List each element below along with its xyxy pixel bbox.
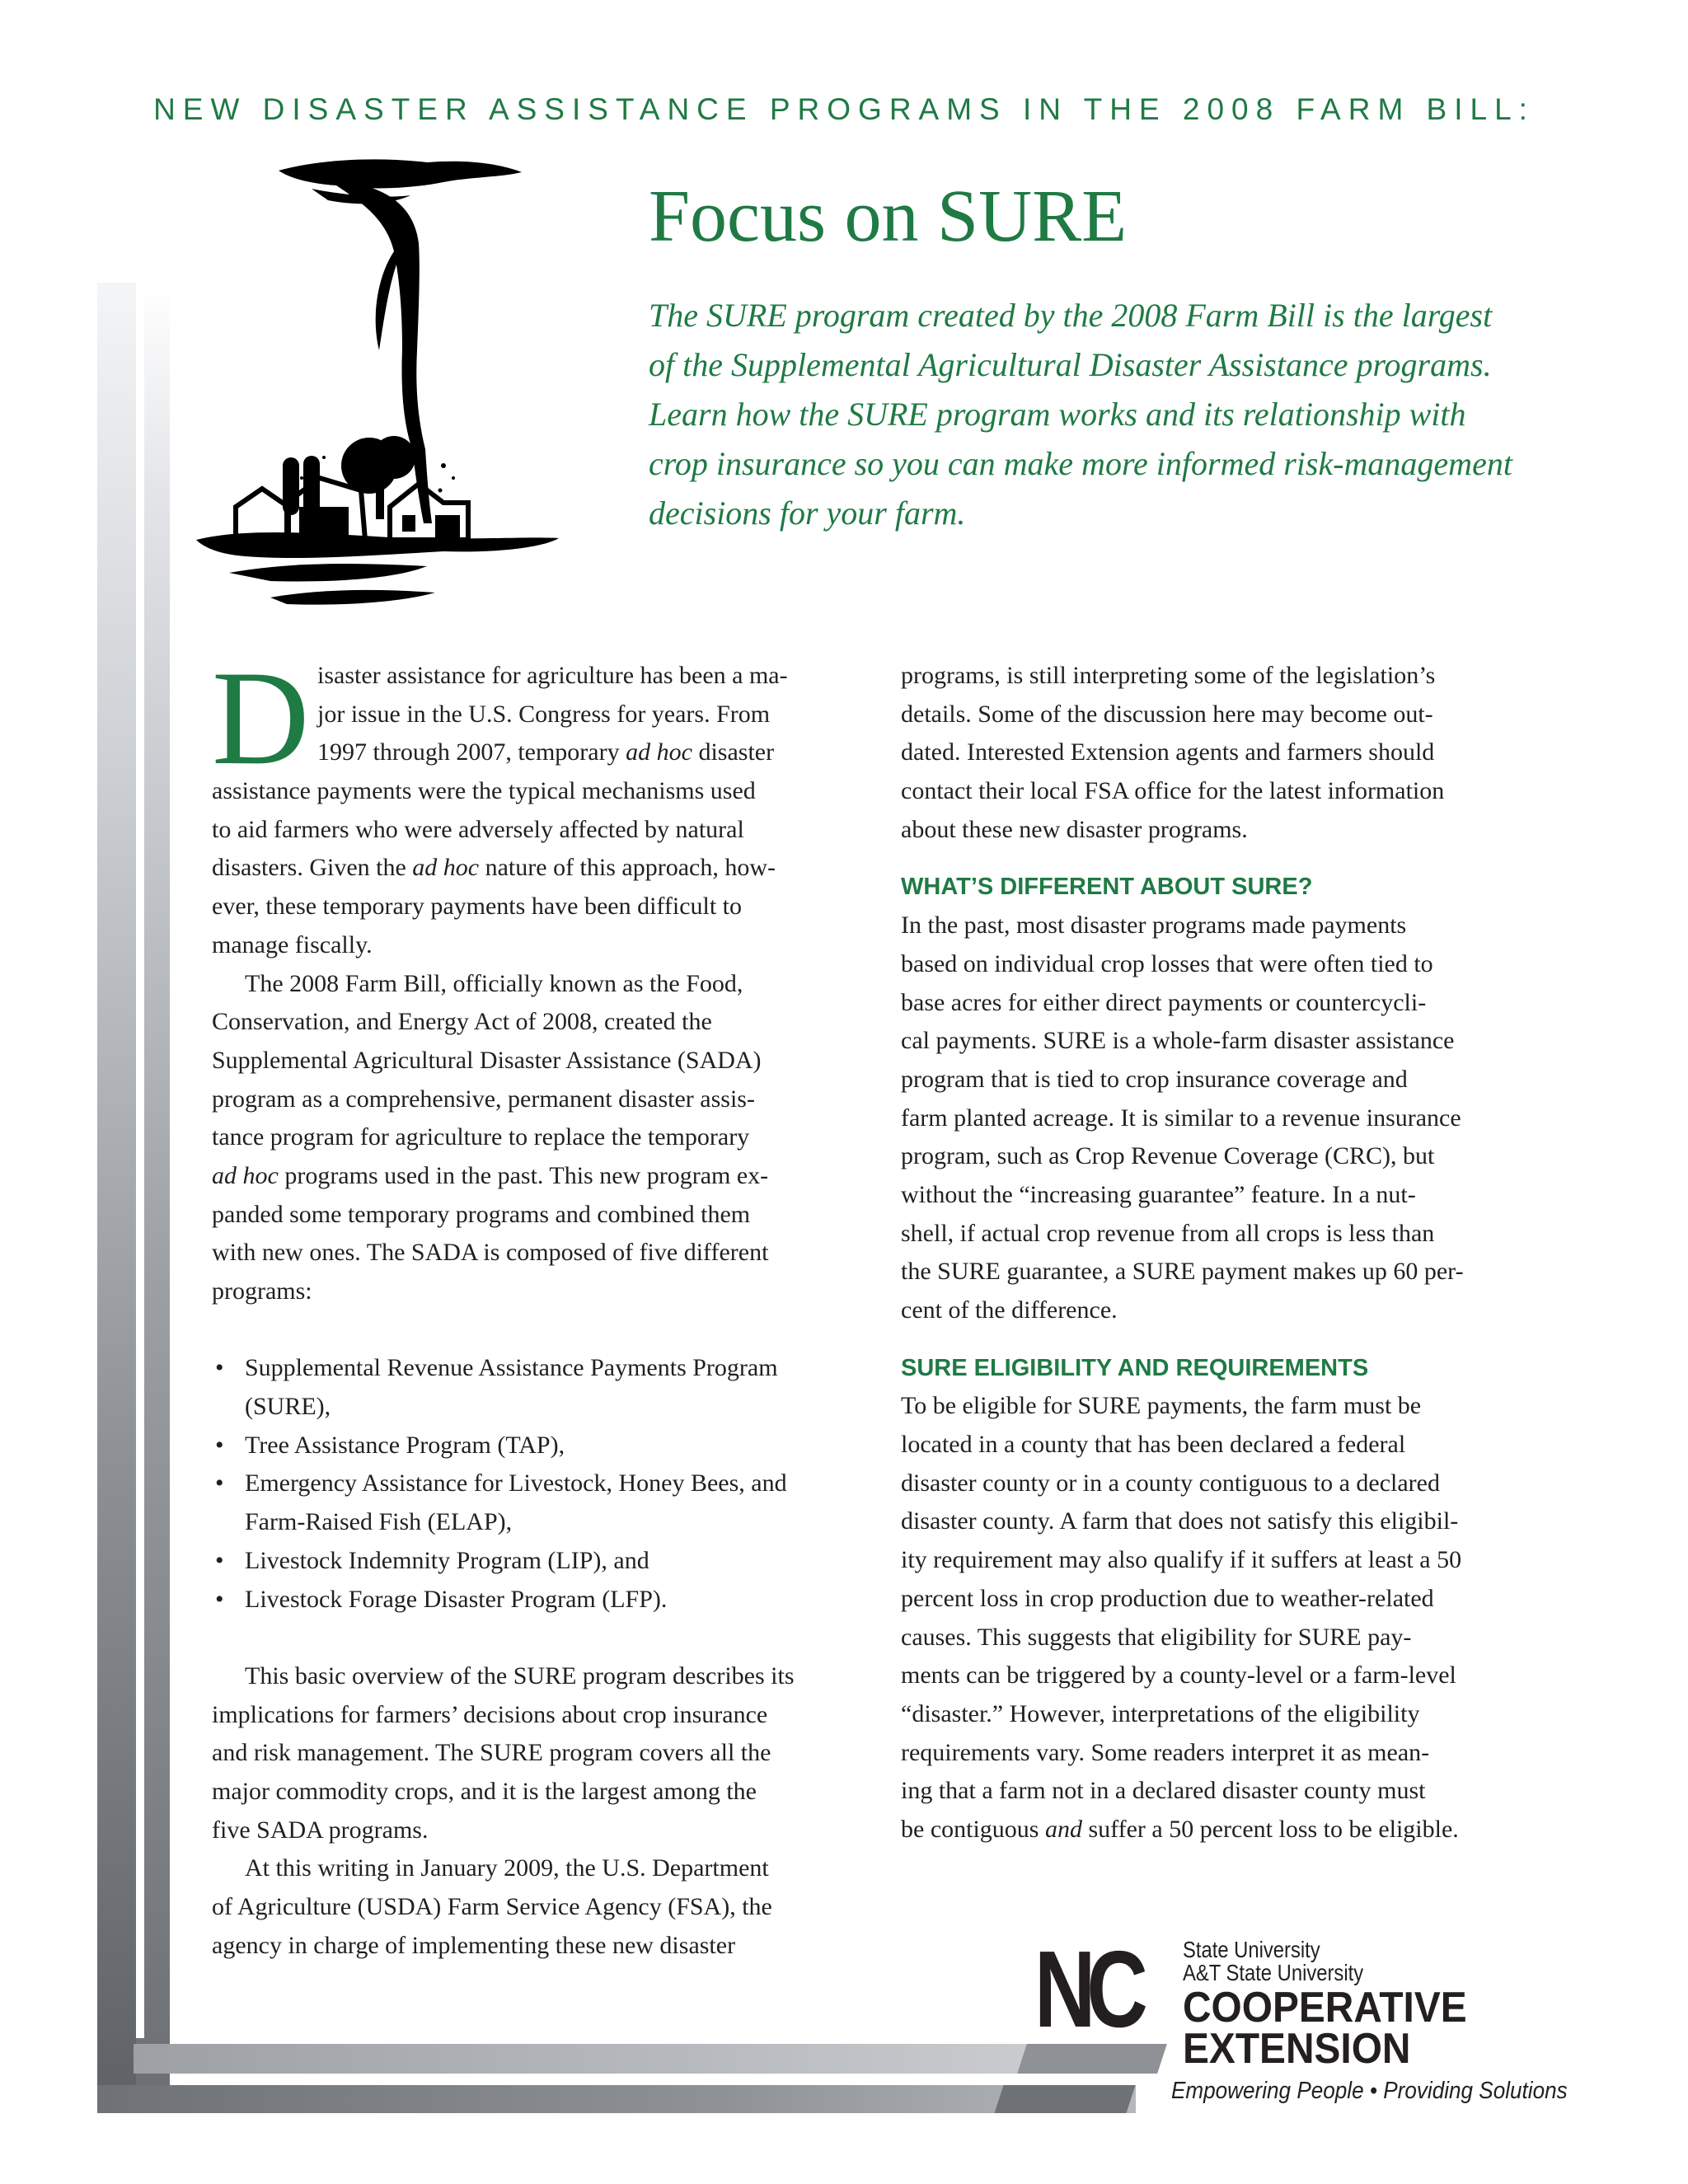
body-line: contact their local FSA office for the latest information xyxy=(901,777,1445,805)
body-line: tance program for agriculture to replace the temporary xyxy=(212,1123,750,1151)
frame-left-gap xyxy=(136,283,144,2038)
body-line: programs: xyxy=(212,1277,312,1305)
body-line: In the past, most disaster programs made payments xyxy=(901,912,1407,940)
bullet-item: • Livestock Forage Disaster Program (LFP). xyxy=(212,1581,871,1619)
body-line: programs, is still interpreting some of the legislation’s xyxy=(901,662,1436,689)
nc-cooperative-extension-logo xyxy=(1034,1929,1578,2108)
body-line: ing that a farm not in a declared disaster county must xyxy=(901,1777,1426,1805)
bullet-continuation: (SURE), xyxy=(245,1393,331,1421)
italic-run: ad hoc xyxy=(212,1161,279,1189)
body-line: base acres for either direct payments or countercycli- xyxy=(901,988,1427,1016)
body-line: ments can be triggered by a county-level or a farm-level xyxy=(901,1661,1456,1690)
body-line: “disaster.” However, interpretations of the eligibility xyxy=(901,1699,1420,1727)
body-line xyxy=(212,849,871,888)
bullet-continuation: Farm-Raised Fish (ELAP), xyxy=(245,1508,513,1536)
tornado-farm-illustration xyxy=(196,152,625,610)
intro-text xyxy=(649,291,1580,538)
intro-line: Learn how the SURE program works and its relationship with xyxy=(649,396,1466,433)
logo-extension: EXTENSION xyxy=(1183,2025,1411,2073)
body-line: jor issue in the U.S. Congress for years. From xyxy=(317,700,771,728)
text-run: suffer a 50 percent loss to be eligible. xyxy=(1081,1815,1459,1843)
intro-line: decisions for your farm. xyxy=(649,494,966,532)
body-column-left xyxy=(212,657,871,1965)
body-line: based on individual crop losses that were often tied to xyxy=(901,949,1433,977)
body-line: Conservation, and Energy Act of 2008, created the xyxy=(212,1008,712,1036)
bullet-item: • Supplemental Revenue Assistance Payments Program xyxy=(212,1349,871,1388)
body-line: This basic overview of the SURE program describes its xyxy=(245,1661,795,1690)
spacer xyxy=(901,849,1577,868)
body-column-right xyxy=(901,657,1577,1849)
body-line: the SURE guarantee, a SURE payment makes up 60 per- xyxy=(901,1258,1464,1286)
body-line: assistance payments were the typical mechanisms used xyxy=(212,777,756,805)
logo-university-line: A&T State University xyxy=(1183,1960,1364,1985)
spacer xyxy=(212,1311,871,1350)
body-line: program that is tied to crop insurance coverage and xyxy=(901,1065,1408,1093)
body-line: about these new disaster programs. xyxy=(901,815,1248,843)
body-line xyxy=(901,1811,1577,1849)
body-line: requirements vary. Some readers interpret it as mean- xyxy=(901,1738,1430,1766)
body-line xyxy=(212,1157,871,1196)
italic-run: and xyxy=(1044,1815,1082,1843)
bullet-item: • Emergency Assistance for Livestock, Honey Bees, and xyxy=(212,1465,871,1503)
body-line: of Agriculture (USDA) Farm Service Agency (FSA), the xyxy=(212,1893,772,1920)
text-run: disasters. Given the xyxy=(212,854,413,882)
body-line xyxy=(212,733,871,772)
text-run: programs used in the past. This new program ex- xyxy=(278,1161,769,1189)
body-line: and risk management. The SURE program covers all the xyxy=(212,1739,771,1767)
body-line: cent of the difference. xyxy=(901,1296,1118,1324)
section-heading: SURE ELIGIBILITY AND REQUIREMENTS xyxy=(901,1354,1369,1381)
body-line: manage fiscally. xyxy=(212,930,373,958)
body-line: cal payments. SURE is a whole-farm disaster assistance xyxy=(901,1027,1455,1055)
body-line: program as a comprehensive, permanent disaster assis- xyxy=(212,1085,755,1113)
text-run: disaster xyxy=(692,738,775,766)
bullet-item: • Tree Assistance Program (TAP), xyxy=(212,1427,871,1465)
body-line: disaster county. A farm that does not satisfy this eligibil- xyxy=(901,1507,1459,1535)
body-line: without the “increasing guarantee” feature. In a nut- xyxy=(901,1180,1416,1208)
body-line: farm planted acreage. It is similar to a revenue insurance xyxy=(901,1104,1461,1132)
body-line: disaster county or in a county contiguous to a declared xyxy=(901,1469,1440,1497)
bullet-item: • Livestock Indemnity Program (LIP), and xyxy=(212,1542,871,1581)
body-line: five SADA programs. xyxy=(212,1816,429,1844)
logo-tagline: Empowering People • Providing Solutions xyxy=(1171,2078,1568,2104)
page-title: Focus on SURE xyxy=(649,176,1128,257)
logo-cooperative: COOPERATIVE xyxy=(1183,1984,1467,2032)
logo-nc-mark: NC xyxy=(1034,1929,1139,2050)
body-line: Supplemental Agricultural Disaster Assistance (SADA) xyxy=(212,1046,762,1074)
body-line: dated. Interested Extension agents and farmers should xyxy=(901,738,1435,766)
body-line: To be eligible for SURE payments, the farm must be xyxy=(901,1392,1422,1420)
drop-cap: D xyxy=(212,644,310,793)
spacer xyxy=(901,1330,1577,1349)
italic-run: ad hoc xyxy=(412,854,480,882)
body-line: program, such as Crop Revenue Coverage (CRC), but xyxy=(901,1142,1435,1170)
body-line: located in a county that has been declared a federal xyxy=(901,1431,1406,1459)
body-line: with new ones. The SADA is composed of five different xyxy=(212,1239,769,1267)
logo-university-line: State University xyxy=(1183,1937,1320,1962)
text-run: nature of this approach, how- xyxy=(479,854,776,882)
body-line: ity requirement may also qualify if it suffers at least a 50 xyxy=(901,1546,1462,1574)
body-line: isaster assistance for agriculture has been a ma- xyxy=(317,662,788,689)
intro-line: The SURE program created by the 2008 Farm Bill is the largest xyxy=(649,297,1493,334)
text-run: 1997 through 2007, temporary xyxy=(317,738,626,766)
body-line: implications for farmers’ decisions about crop insurance xyxy=(212,1700,768,1728)
body-line: panded some temporary programs and combined them xyxy=(212,1200,751,1228)
italic-run: ad hoc xyxy=(626,738,692,766)
intro-line: crop insurance so you can make more informed risk-management xyxy=(649,445,1512,482)
frame-bottom-bar-lower xyxy=(97,2085,1136,2113)
series-title: NEW DISASTER ASSISTANCE PROGRAMS IN THE 2008 FARM BILL: xyxy=(153,92,1535,126)
spacer xyxy=(212,1619,871,1657)
body-line: ever, these temporary payments have been difficult to xyxy=(212,893,743,921)
section-heading: WHAT’S DIFFERENT ABOUT SURE? xyxy=(901,874,1313,901)
body-line: details. Some of the discussion here may become out- xyxy=(901,700,1433,728)
body-line: to aid farmers who were adversely affected by natural xyxy=(212,815,744,843)
intro-line: of the Supplemental Agricultural Disaster Assistance programs. xyxy=(649,346,1492,383)
body-line: agency in charge of implementing these new disaster xyxy=(212,1931,736,1959)
frame-left-edge xyxy=(97,283,136,2092)
body-line: At this writing in January 2009, the U.S. Department xyxy=(245,1854,769,1882)
body-line: shell, if actual crop revenue from all crops is less than xyxy=(901,1219,1435,1247)
body-line: percent loss in crop production due to weather-related xyxy=(901,1584,1434,1612)
text-run: be contiguous xyxy=(901,1815,1045,1843)
body-line: The 2008 Farm Bill, officially known as the Food, xyxy=(245,969,743,997)
body-line: causes. This suggests that eligibility for SURE pay- xyxy=(901,1623,1412,1651)
frame-bottom-bar-upper xyxy=(134,2044,1147,2074)
body-line: major commodity crops, and it is the largest among the xyxy=(212,1777,757,1805)
